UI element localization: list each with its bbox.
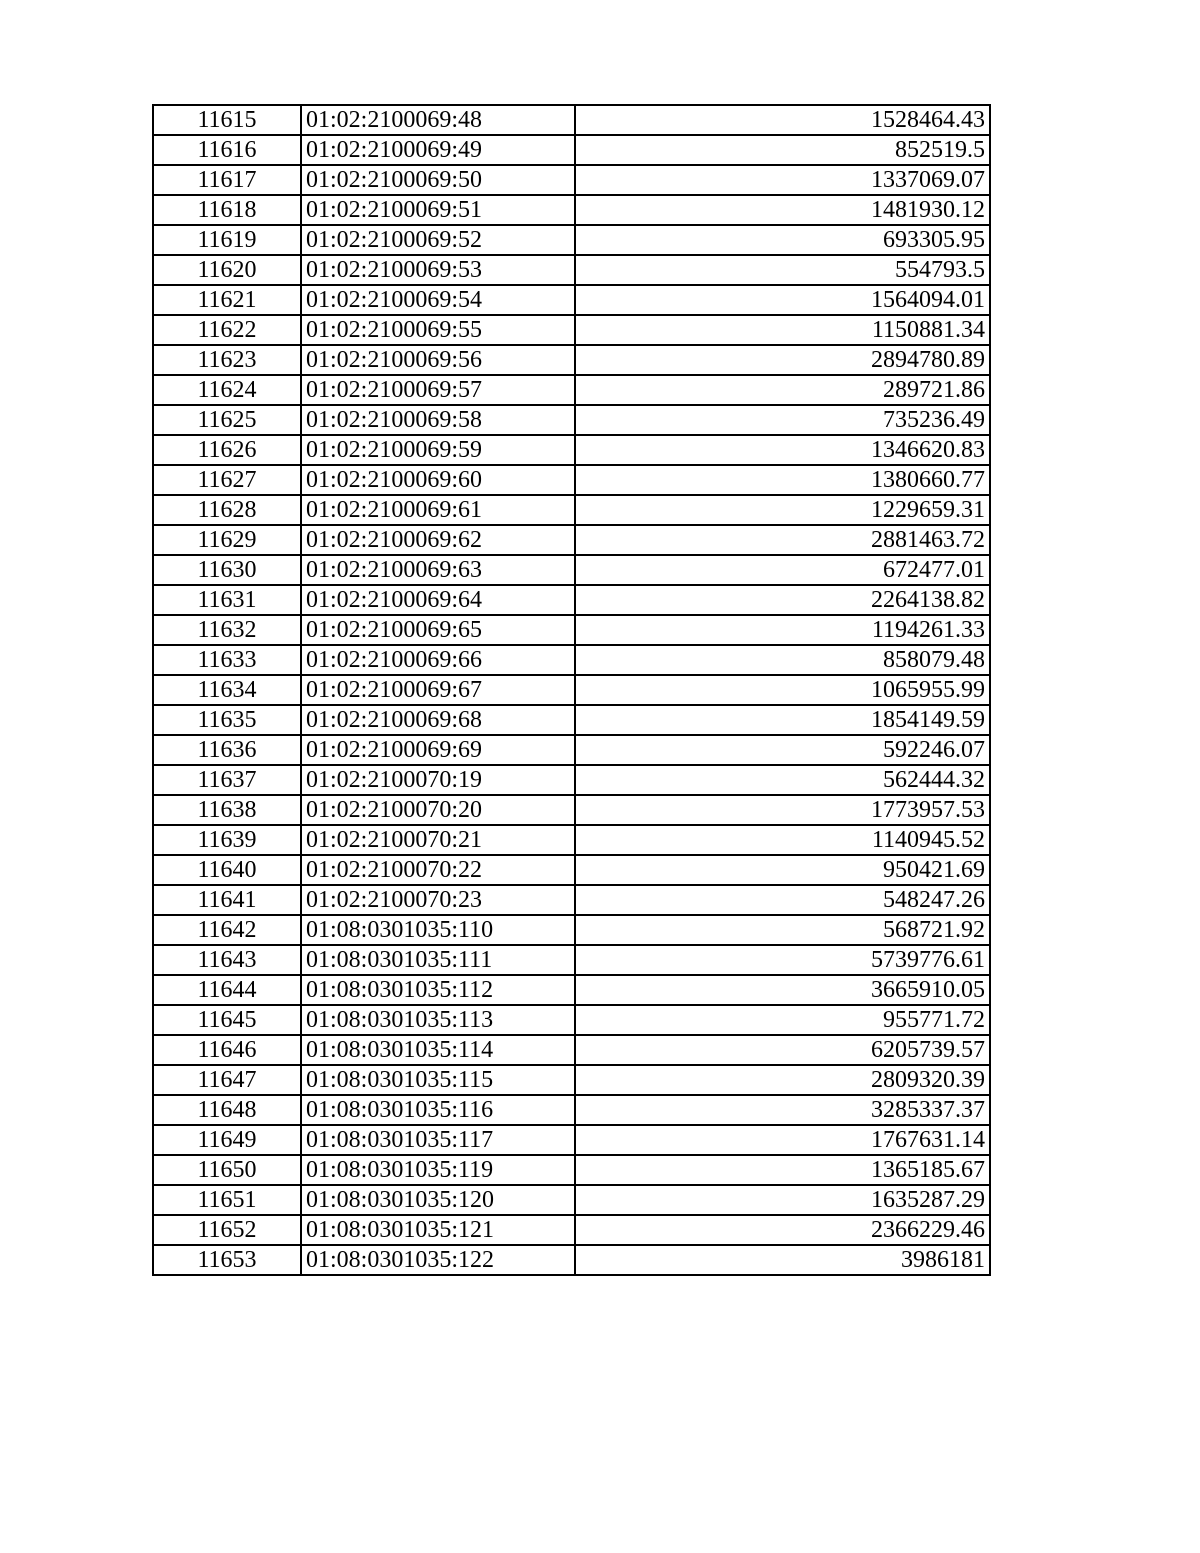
row-amount-cell: 1854149.59 [575, 705, 990, 735]
row-code-cell: 01:02:2100069:54 [301, 285, 575, 315]
table-row [153, 345, 990, 375]
row-code-cell: 01:02:2100070:19 [301, 765, 575, 795]
row-id-cell: 11637 [153, 765, 301, 795]
row-code-cell: 01:02:2100069:62 [301, 525, 575, 555]
table-row [153, 1185, 990, 1215]
row-code-cell: 01:02:2100069:49 [301, 135, 575, 165]
row-code-cell: 01:02:2100069:50 [301, 165, 575, 195]
table-row [153, 315, 990, 345]
table-row [153, 285, 990, 315]
row-code-cell: 01:02:2100069:53 [301, 255, 575, 285]
row-id-cell: 11643 [153, 945, 301, 975]
row-id-cell: 11645 [153, 1005, 301, 1035]
row-amount-cell: 3285337.37 [575, 1095, 990, 1125]
row-amount-cell: 1194261.33 [575, 615, 990, 645]
row-amount-cell: 950421.69 [575, 855, 990, 885]
row-id-cell: 11644 [153, 975, 301, 1005]
row-amount-cell: 548247.26 [575, 885, 990, 915]
table-row [153, 885, 990, 915]
row-code-cell: 01:08:0301035:122 [301, 1245, 575, 1275]
row-id-cell: 11628 [153, 495, 301, 525]
row-amount-cell: 1337069.07 [575, 165, 990, 195]
row-amount-cell: 5739776.61 [575, 945, 990, 975]
table-row [153, 1065, 990, 1095]
row-code-cell: 01:02:2100069:60 [301, 465, 575, 495]
row-id-cell: 11621 [153, 285, 301, 315]
table-row [153, 435, 990, 465]
row-amount-cell: 1481930.12 [575, 195, 990, 225]
row-code-cell: 01:02:2100069:66 [301, 645, 575, 675]
table-row [153, 225, 990, 255]
row-amount-cell: 2894780.89 [575, 345, 990, 375]
table-row [153, 975, 990, 1005]
row-id-cell: 11617 [153, 165, 301, 195]
row-id-cell: 11649 [153, 1125, 301, 1155]
table-row [153, 615, 990, 645]
table-row [153, 945, 990, 975]
row-code-cell: 01:02:2100069:63 [301, 555, 575, 585]
table-row [153, 555, 990, 585]
table-row [153, 765, 990, 795]
table-row [153, 915, 990, 945]
row-code-cell: 01:02:2100069:59 [301, 435, 575, 465]
row-id-cell: 11640 [153, 855, 301, 885]
row-code-cell: 01:08:0301035:119 [301, 1155, 575, 1185]
row-code-cell: 01:02:2100070:23 [301, 885, 575, 915]
row-amount-cell: 289721.86 [575, 375, 990, 405]
row-code-cell: 01:08:0301035:110 [301, 915, 575, 945]
row-id-cell: 11646 [153, 1035, 301, 1065]
row-code-cell: 01:02:2100069:52 [301, 225, 575, 255]
row-id-cell: 11647 [153, 1065, 301, 1095]
table-row [153, 105, 990, 135]
row-amount-cell: 1380660.77 [575, 465, 990, 495]
row-amount-cell: 562444.32 [575, 765, 990, 795]
table-row [153, 735, 990, 765]
row-amount-cell: 1365185.67 [575, 1155, 990, 1185]
table-row [153, 255, 990, 285]
row-amount-cell: 2881463.72 [575, 525, 990, 555]
table-row [153, 1095, 990, 1125]
row-amount-cell: 592246.07 [575, 735, 990, 765]
row-code-cell: 01:08:0301035:121 [301, 1215, 575, 1245]
row-amount-cell: 2366229.46 [575, 1215, 990, 1245]
row-id-cell: 11652 [153, 1215, 301, 1245]
row-id-cell: 11641 [153, 885, 301, 915]
row-id-cell: 11653 [153, 1245, 301, 1275]
row-amount-cell: 1767631.14 [575, 1125, 990, 1155]
row-amount-cell: 3986181 [575, 1245, 990, 1275]
row-code-cell: 01:02:2100069:51 [301, 195, 575, 225]
row-code-cell: 01:02:2100069:55 [301, 315, 575, 345]
row-id-cell: 11636 [153, 735, 301, 765]
row-id-cell: 11634 [153, 675, 301, 705]
row-amount-cell: 3665910.05 [575, 975, 990, 1005]
row-id-cell: 11650 [153, 1155, 301, 1185]
row-amount-cell: 693305.95 [575, 225, 990, 255]
row-code-cell: 01:08:0301035:113 [301, 1005, 575, 1035]
table-row [153, 495, 990, 525]
row-id-cell: 11633 [153, 645, 301, 675]
row-amount-cell: 1564094.01 [575, 285, 990, 315]
table-row [153, 1245, 990, 1275]
row-id-cell: 11626 [153, 435, 301, 465]
row-id-cell: 11651 [153, 1185, 301, 1215]
row-amount-cell: 6205739.57 [575, 1035, 990, 1065]
row-id-cell: 11648 [153, 1095, 301, 1125]
row-code-cell: 01:02:2100070:20 [301, 795, 575, 825]
row-id-cell: 11631 [153, 585, 301, 615]
row-code-cell: 01:02:2100069:67 [301, 675, 575, 705]
table-row [153, 465, 990, 495]
row-amount-cell: 852519.5 [575, 135, 990, 165]
row-amount-cell: 1140945.52 [575, 825, 990, 855]
row-code-cell: 01:08:0301035:114 [301, 1035, 575, 1065]
row-code-cell: 01:02:2100069:68 [301, 705, 575, 735]
table-row [153, 1155, 990, 1185]
table-row [153, 675, 990, 705]
row-amount-cell: 1635287.29 [575, 1185, 990, 1215]
row-id-cell: 11638 [153, 795, 301, 825]
row-id-cell: 11620 [153, 255, 301, 285]
row-code-cell: 01:02:2100069:48 [301, 105, 575, 135]
table-row [153, 1125, 990, 1155]
row-code-cell: 01:02:2100069:65 [301, 615, 575, 645]
row-id-cell: 11629 [153, 525, 301, 555]
row-amount-cell: 2264138.82 [575, 585, 990, 615]
row-id-cell: 11635 [153, 705, 301, 735]
row-code-cell: 01:02:2100070:22 [301, 855, 575, 885]
row-amount-cell: 1346620.83 [575, 435, 990, 465]
row-code-cell: 01:08:0301035:116 [301, 1095, 575, 1125]
row-id-cell: 11615 [153, 105, 301, 135]
row-id-cell: 11624 [153, 375, 301, 405]
table-row [153, 705, 990, 735]
row-code-cell: 01:08:0301035:112 [301, 975, 575, 1005]
table-row [153, 525, 990, 555]
table-row [153, 795, 990, 825]
row-code-cell: 01:08:0301035:111 [301, 945, 575, 975]
row-code-cell: 01:02:2100070:21 [301, 825, 575, 855]
row-amount-cell: 2809320.39 [575, 1065, 990, 1095]
row-amount-cell: 858079.48 [575, 645, 990, 675]
row-code-cell: 01:02:2100069:64 [301, 585, 575, 615]
row-amount-cell: 1065955.99 [575, 675, 990, 705]
row-id-cell: 11632 [153, 615, 301, 645]
row-amount-cell: 554793.5 [575, 255, 990, 285]
table-row [153, 1005, 990, 1035]
row-amount-cell: 1528464.43 [575, 105, 990, 135]
table-row [153, 165, 990, 195]
table-body [153, 105, 990, 1275]
row-code-cell: 01:08:0301035:117 [301, 1125, 575, 1155]
table-row [153, 855, 990, 885]
row-code-cell: 01:08:0301035:120 [301, 1185, 575, 1215]
row-amount-cell: 1150881.34 [575, 315, 990, 345]
row-code-cell: 01:02:2100069:69 [301, 735, 575, 765]
row-id-cell: 11619 [153, 225, 301, 255]
row-id-cell: 11627 [153, 465, 301, 495]
table-row [153, 135, 990, 165]
table-row [153, 825, 990, 855]
table-row [153, 645, 990, 675]
table-row [153, 1035, 990, 1065]
row-code-cell: 01:02:2100069:57 [301, 375, 575, 405]
row-id-cell: 11642 [153, 915, 301, 945]
row-code-cell: 01:02:2100069:58 [301, 405, 575, 435]
table-row [153, 375, 990, 405]
row-id-cell: 11618 [153, 195, 301, 225]
data-table [152, 104, 991, 1276]
row-id-cell: 11616 [153, 135, 301, 165]
row-amount-cell: 955771.72 [575, 1005, 990, 1035]
table-row [153, 585, 990, 615]
row-amount-cell: 1773957.53 [575, 795, 990, 825]
row-code-cell: 01:02:2100069:61 [301, 495, 575, 525]
row-id-cell: 11622 [153, 315, 301, 345]
row-amount-cell: 1229659.31 [575, 495, 990, 525]
row-id-cell: 11625 [153, 405, 301, 435]
table-row [153, 1215, 990, 1245]
table-row [153, 195, 990, 225]
row-code-cell: 01:02:2100069:56 [301, 345, 575, 375]
row-id-cell: 11623 [153, 345, 301, 375]
table-row [153, 405, 990, 435]
row-amount-cell: 672477.01 [575, 555, 990, 585]
row-code-cell: 01:08:0301035:115 [301, 1065, 575, 1095]
row-amount-cell: 568721.92 [575, 915, 990, 945]
row-amount-cell: 735236.49 [575, 405, 990, 435]
row-id-cell: 11630 [153, 555, 301, 585]
row-id-cell: 11639 [153, 825, 301, 855]
